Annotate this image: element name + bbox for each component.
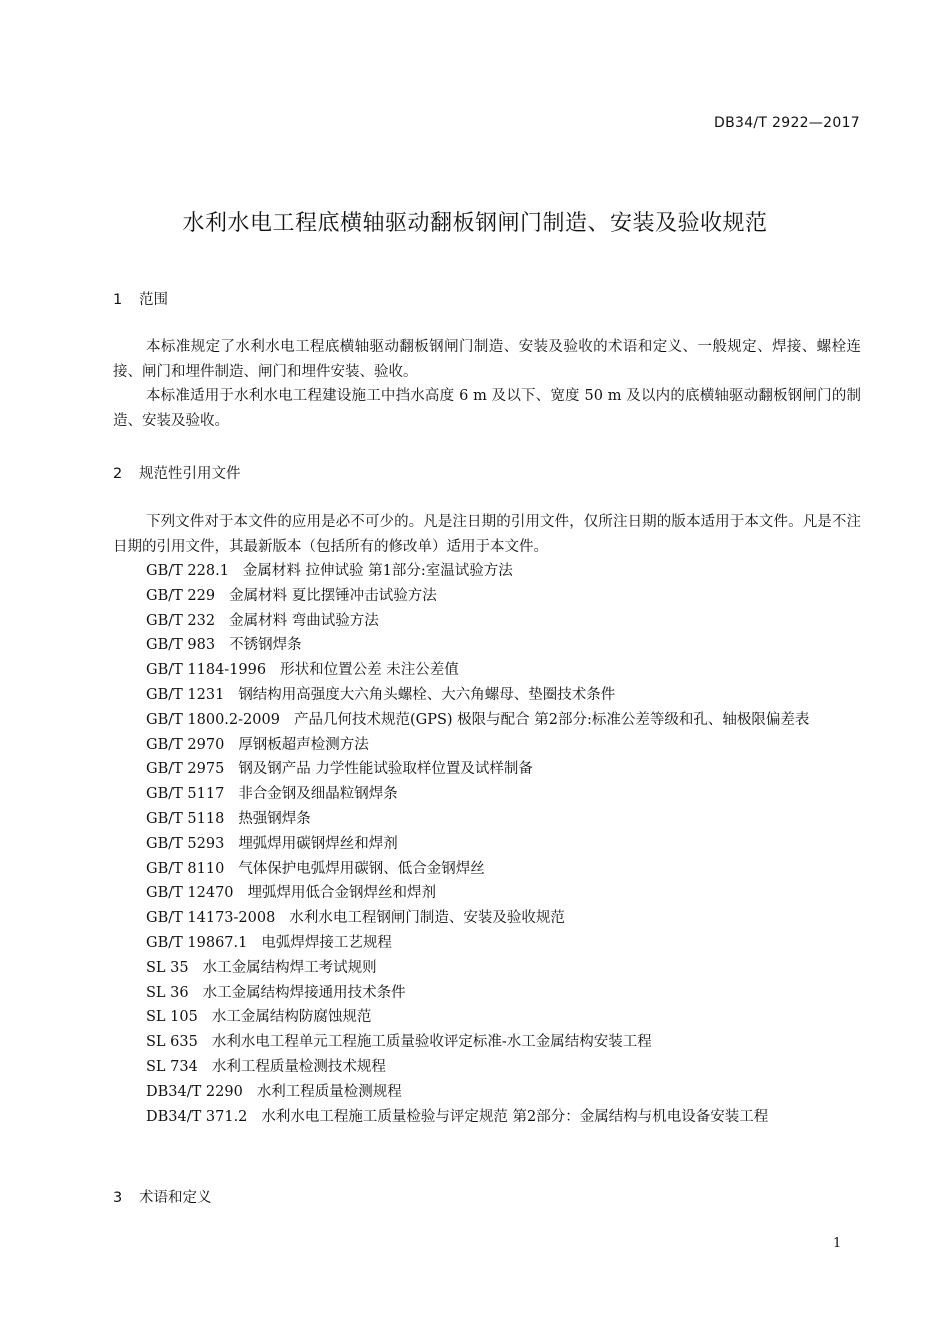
reference-item — [113, 832, 861, 857]
reference-code: GB/T 2970 — [146, 736, 225, 753]
reference-code: DB34/T 2290 — [146, 1083, 243, 1100]
page-number: 1 — [833, 1236, 842, 1251]
section-number: 3 — [113, 1190, 123, 1206]
reference-item — [113, 733, 861, 758]
section-2-heading — [113, 462, 241, 483]
reference-code: GB/T 19867.1 — [146, 934, 248, 951]
reference-name: 水工金属结构防腐蚀规范 — [211, 1009, 372, 1026]
reference-item — [113, 633, 861, 658]
reference-item — [113, 1030, 861, 1055]
reference-item — [113, 1055, 861, 1080]
references-intro: 下列文件对于本文件的应用是必不可少的。凡是注日期的引用文件，仅所注日期的版本适用于本文件。凡是不注日期的引用文件，其最新版本（包括所有的修改单）适用于本文件。 — [113, 514, 861, 555]
reference-item — [113, 931, 861, 956]
reference-name: 不锈钢焊条 — [229, 637, 302, 654]
reference-name: 水利工程质量检测规程 — [256, 1083, 402, 1100]
reference-code: GB/T 229 — [146, 587, 216, 604]
reference-code: SL 35 — [146, 959, 189, 976]
reference-item — [113, 1005, 861, 1030]
reference-name: 水工金属结构焊工考试规则 — [202, 959, 377, 976]
reference-item — [113, 956, 861, 981]
reference-item — [113, 559, 861, 584]
reference-item — [113, 782, 861, 807]
reference-name: 埋弧焊用低合金钢焊丝和焊剂 — [247, 885, 437, 902]
section-3-heading — [113, 1186, 212, 1207]
reference-name: 形状和位置公差 未注公差值 — [280, 662, 459, 679]
reference-code: GB/T 1800.2-2009 — [146, 711, 280, 728]
reference-code: GB/T 1184-1996 — [146, 662, 267, 679]
reference-item — [113, 584, 861, 609]
reference-item — [113, 1105, 861, 1130]
reference-code: SL 36 — [146, 984, 189, 1001]
reference-code: SL 635 — [146, 1034, 198, 1051]
reference-item — [113, 708, 861, 733]
reference-item — [113, 1080, 861, 1105]
reference-code: SL 105 — [146, 1009, 198, 1026]
scope-paragraph-2: 本标准适用于水利水电工程建设施工中挡水高度 6 m 及以下、宽度 50 m 及以内的底横轴驱动翻板钢闸门的制造、安装及验收。 — [113, 388, 861, 429]
reference-item — [113, 658, 861, 683]
standard-code: DB34/T 2922—2017 — [714, 115, 860, 131]
reference-item — [113, 757, 861, 782]
reference-item — [113, 981, 861, 1006]
reference-name: 钢结构用高强度大六角头螺栓、大六角螺母、垫圈技术条件 — [238, 686, 616, 703]
document-title: 水利水电工程底横轴驱动翻板钢闸门制造、安装及验收规范 — [182, 211, 768, 236]
reference-item — [113, 683, 861, 708]
reference-name: 金属材料 弯曲试验方法 — [229, 612, 379, 629]
reference-name: 气体保护电弧焊用碳钢、低合金钢焊丝 — [238, 860, 485, 877]
section-number: 2 — [113, 466, 123, 482]
reference-name: 水工金属结构焊接通用技术条件 — [202, 984, 406, 1001]
reference-name: 水利工程质量检测技术规程 — [211, 1058, 386, 1075]
reference-name: 厚钢板超声检测方法 — [238, 736, 369, 753]
reference-name: 水利水电工程钢闸门制造、安装及验收规范 — [289, 910, 565, 927]
reference-name: 产品几何技术规范(GPS) 极限与配合 第2部分:标准公差等级和孔、轴极限偏差表 — [293, 711, 810, 728]
reference-code: SL 734 — [146, 1058, 198, 1075]
reference-name: 埋弧焊用碳钢焊丝和焊剂 — [238, 835, 398, 852]
reference-code: GB/T 1231 — [146, 686, 225, 703]
reference-name: 热强钢焊条 — [238, 810, 311, 827]
reference-code: GB/T 14173-2008 — [146, 910, 276, 927]
reference-name: 金属材料 夏比摆锤冲击试验方法 — [229, 587, 437, 604]
reference-code: GB/T 2975 — [146, 761, 225, 778]
reference-item — [113, 881, 861, 906]
section-title: 术语和定义 — [139, 1190, 212, 1206]
reference-code: GB/T 8110 — [146, 860, 225, 877]
reference-code: DB34/T 371.2 — [146, 1108, 248, 1125]
section-number: 1 — [113, 292, 123, 308]
reference-item — [113, 906, 861, 931]
reference-code: GB/T 5118 — [146, 810, 225, 827]
section-1-heading — [113, 288, 168, 309]
reference-code: GB/T 12470 — [146, 885, 234, 902]
reference-name: 非合金钢及细晶粒钢焊条 — [238, 786, 398, 803]
normative-references-list — [113, 559, 861, 1129]
reference-code: GB/T 5293 — [146, 835, 225, 852]
reference-item — [113, 609, 861, 634]
reference-name: 水利水电工程单元工程施工质量验收评定标准-水工金属结构安装工程 — [211, 1034, 652, 1051]
reference-code: GB/T 228.1 — [146, 563, 229, 579]
section-title: 范围 — [139, 292, 168, 308]
reference-item — [113, 807, 861, 832]
reference-name: 钢及钢产品 力学性能试验取样位置及试样制备 — [238, 761, 533, 778]
section-title: 规范性引用文件 — [139, 466, 241, 482]
reference-name: 电弧焊焊接工艺规程 — [261, 934, 392, 951]
reference-code: GB/T 983 — [146, 637, 216, 654]
reference-name: 金属材料 拉伸试验 第1部分:室温试验方法 — [242, 563, 513, 579]
reference-name: 水利水电工程施工质量检验与评定规范 第2部分：金属结构与机电设备安装工程 — [261, 1108, 769, 1125]
reference-item — [113, 857, 861, 882]
reference-code: GB/T 5117 — [146, 786, 225, 803]
scope-paragraph-1: 本标准规定了水利水电工程底横轴驱动翻板钢闸门制造、安装及验收的术语和定义、一般规定、焊接、螺栓连接、闸门和埋件制造、闸门和埋件安装、验收。 — [113, 339, 861, 380]
reference-code: GB/T 232 — [146, 612, 216, 629]
